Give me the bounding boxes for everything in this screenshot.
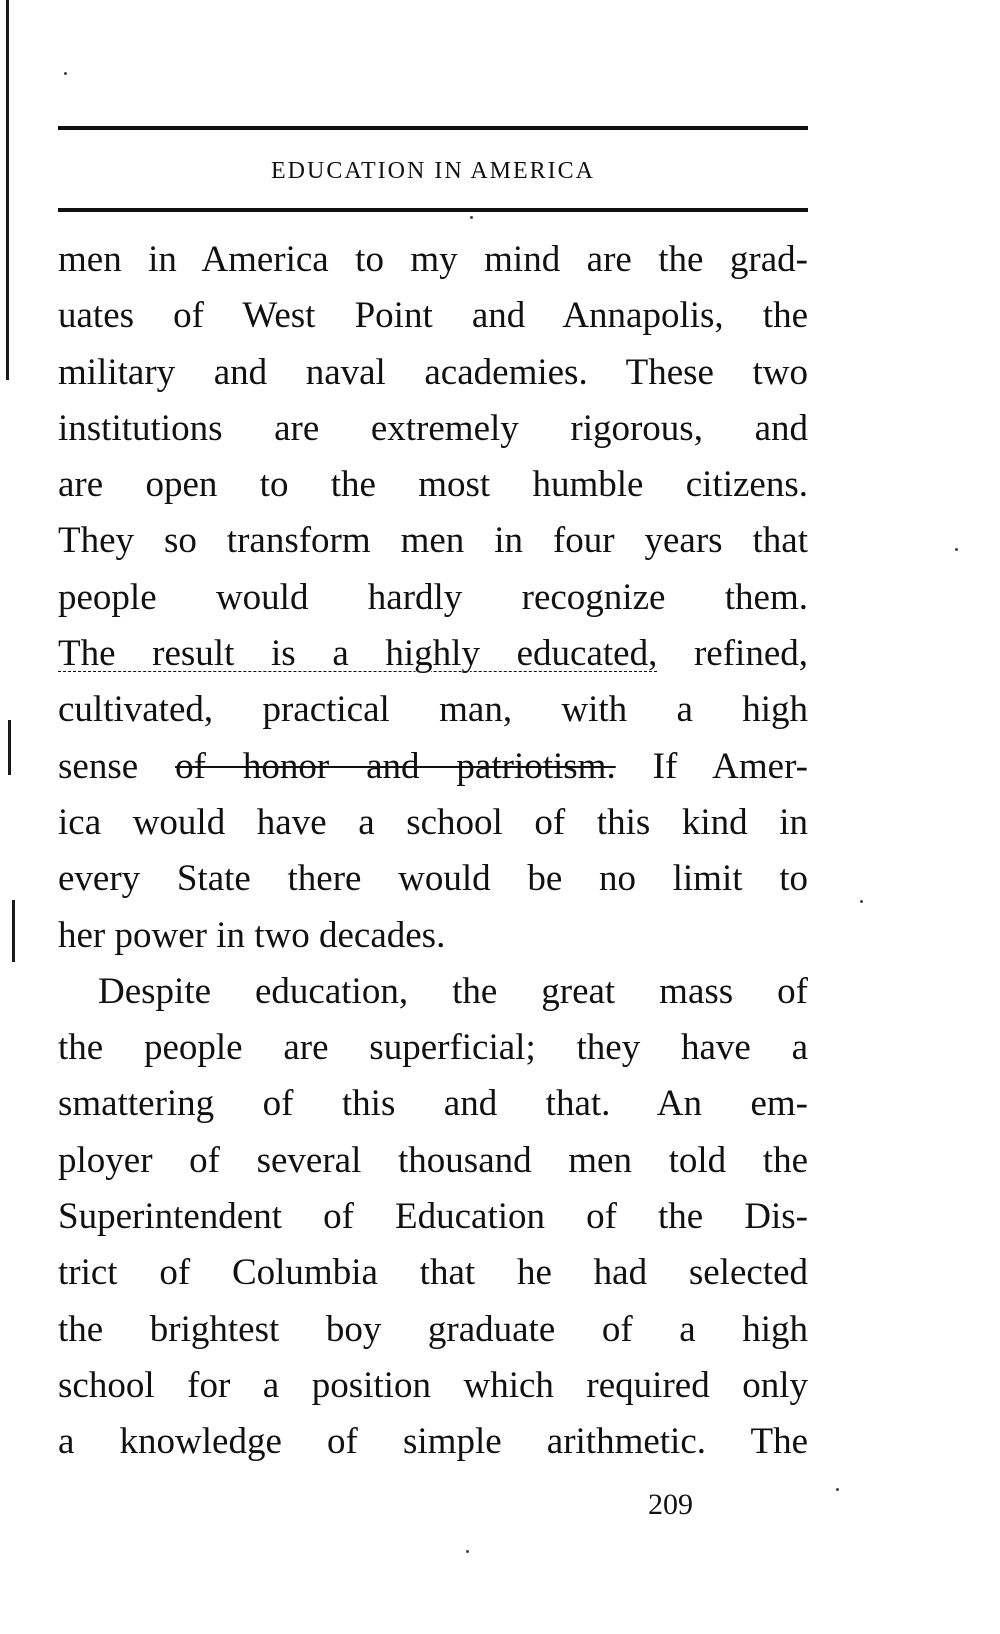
text-line: cultivated, practical man, with a high: [58, 689, 808, 731]
margin-mark: [8, 720, 11, 775]
text-line: trict of Columbia that he had selected: [58, 1252, 808, 1294]
text-line: a knowledge of simple arithmetic. The: [58, 1421, 808, 1463]
text-line: the people are superficial; they have a: [58, 1027, 808, 1069]
underlined-phrase: The result is a highly educated,: [58, 633, 658, 675]
text-line: ployer of several thousand men told the: [58, 1139, 808, 1181]
text-line: men in America to my mind are the grad-: [58, 239, 808, 280]
line-prefix: sense: [58, 745, 176, 787]
paper-speck: [64, 72, 67, 75]
text-line: They so transform men in four years that: [58, 520, 808, 562]
text-line: are open to the most humble citizens.: [58, 464, 808, 506]
page-edge-mark: [6, 0, 9, 380]
text-line: people would hardly recognize them.: [58, 576, 808, 618]
page-number: 209: [648, 1488, 693, 1521]
header-rule-bottom: [58, 208, 808, 212]
paper-speck: [470, 216, 473, 219]
text-line: every State there would be no limit to: [58, 858, 808, 900]
margin-mark: [12, 900, 15, 962]
struck-phrase: of honor and patriotism.: [175, 745, 616, 787]
paragraph-start: Despite education, the great mass of: [98, 970, 808, 1012]
text-line: military and naval academies. These two: [58, 351, 808, 393]
paper-speck: [955, 548, 958, 551]
running-head: EDUCATION IN AMERICA: [271, 158, 595, 184]
text-line: ica would have a school of this kind in: [58, 801, 808, 843]
text-line: the brightest boy graduate of a high: [58, 1308, 808, 1350]
text-line: her power in two decades.: [58, 914, 446, 956]
text-line-underlined: [58, 626, 808, 682]
text-line: institutions are extremely rigorous, and: [58, 407, 808, 449]
line-remainder: refined,: [657, 633, 808, 675]
paper-speck: [466, 1550, 469, 1553]
paper-speck: [836, 1488, 839, 1491]
header-rule-top: [58, 126, 808, 130]
text-line: Superintendent of Education of the Dis-: [58, 1196, 808, 1238]
text-line-struck: [58, 739, 808, 795]
text-line: smattering of this and that. An em-: [58, 1083, 808, 1125]
text-line: uates of West Point and Annapolis, the: [58, 295, 808, 337]
body-text: [58, 232, 808, 1471]
text-line: school for a position which required only: [58, 1364, 808, 1406]
paper-speck: [860, 900, 863, 903]
line-remainder: If Amer-: [615, 745, 808, 787]
